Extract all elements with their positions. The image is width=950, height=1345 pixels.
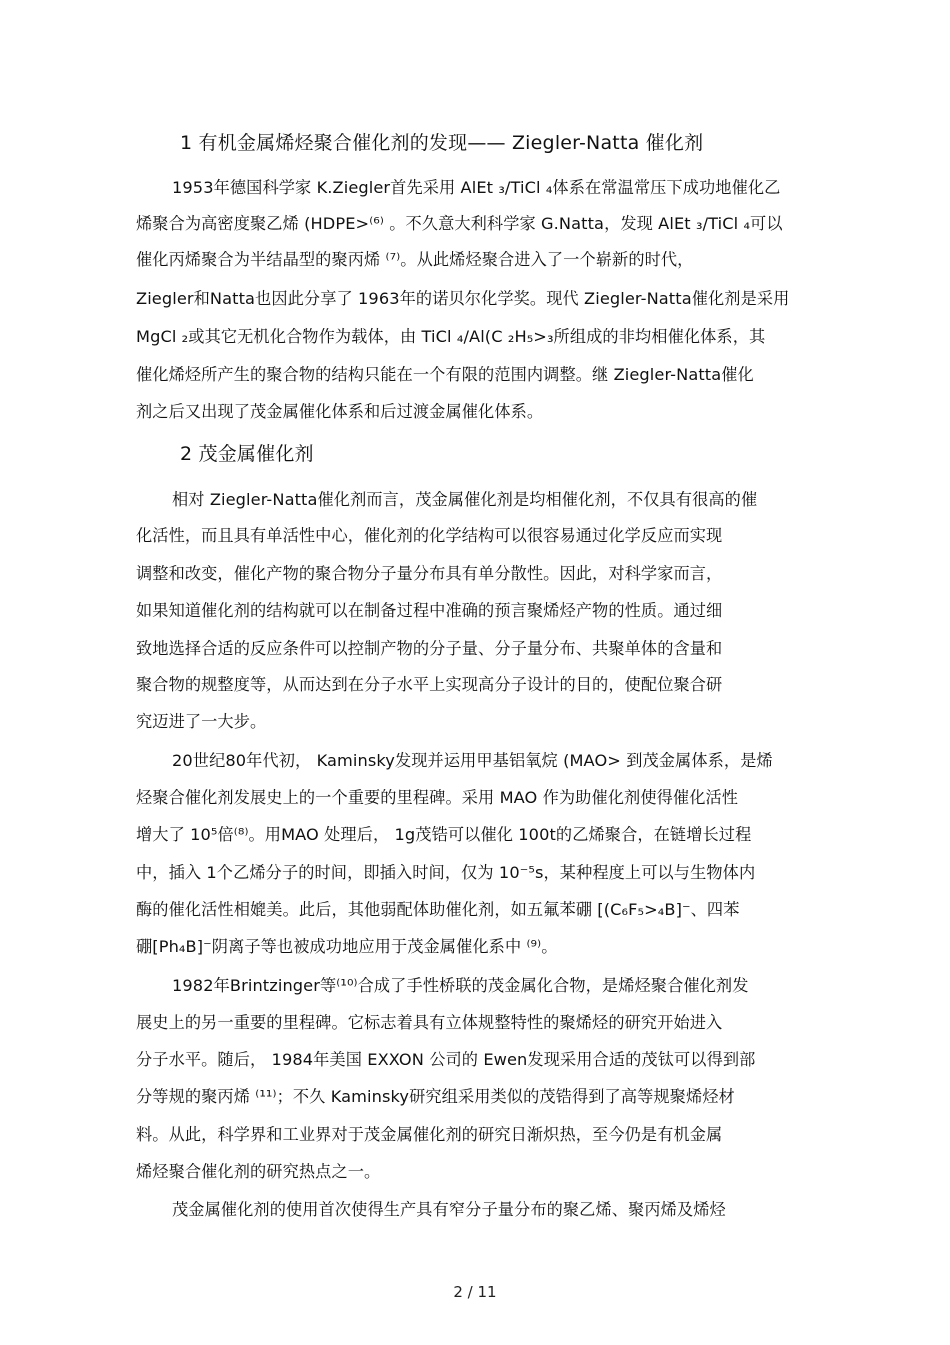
paragraph-line: 催化丙烯聚合为半结晶型的聚丙烯 ⁽⁷⁾。从此烯烃聚合进入了一个崭新的时代，	[136, 250, 694, 269]
paragraph-line: 1982年Brintzinger等⁽¹⁰⁾合成了手性桥联的茂金属化合物，是烯烃聚合催化剂发	[172, 976, 749, 995]
paragraph-line: 烃聚合催化剂发展史上的一个重要的里程碑。采用 MAO 作为助催化剂使得催化活性	[136, 788, 739, 807]
paragraph-line: 致地选择合适的反应条件可以控制产物的分子量、分子量分布、共聚单体的含量和	[136, 639, 723, 658]
section-heading-2: 2 茂金属催化剂	[180, 443, 314, 465]
paragraph-line: 茂金属催化剂的使用首次使得生产具有窄分子量分布的聚乙烯、聚丙烯及烯烃	[172, 1200, 726, 1219]
paragraph-line: 聚合物的规整度等，从而达到在分子水平上实现高分子设计的目的，使配位聚合研	[136, 675, 723, 694]
paragraph-line: 酶的催化活性相媲美。此后，其他弱配体助催化剂，如五氟苯硼 [(C₆F₅>₄B]⁻、四苯	[136, 900, 740, 919]
paragraph-line: 烯聚合为高密度聚乙烯 (HDPE>⁽⁶⁾ 。不久意大利科学家 G.Natta，发现 AlEt ₃/TiCl ₄可以	[136, 214, 783, 233]
paragraph-line: 20世纪80年代初， Kaminsky发现并运用甲基铝氧烷 (MAO> 到茂金属体系，是烯	[172, 751, 773, 770]
paragraph-line: 究迈进了一大步。	[136, 712, 267, 731]
paragraph-line: 料。从此，科学界和工业界对于茂金属催化剂的研究日渐炽热，至今仍是有机金属	[136, 1125, 723, 1144]
paragraph-line: 展史上的另一重要的里程碑。它标志着具有立体规整特性的聚烯烃的研究开始进入	[136, 1013, 723, 1032]
page-number: 2 / 11	[453, 1283, 497, 1301]
paragraph-line: 分等规的聚丙烯 ⁽¹¹⁾；不久 Kaminsky研究组采用类似的茂锆得到了高等规聚烯烃材	[136, 1087, 735, 1106]
paragraph-line: 如果知道催化剂的结构就可以在制备过程中准确的预言聚烯烃产物的性质。通过细	[136, 601, 723, 620]
paragraph-line: 分子水平。随后， 1984年美国 EXXON 公司的 Ewen发现采用合适的茂钛可以得到部	[136, 1050, 756, 1069]
paragraph-line: MgCl ₂或其它无机化合物作为载体，由 TiCl ₄/Al(C ₂H₅>₃所组成的非均相催化体系，其	[136, 327, 766, 346]
paragraph-line: 化活性，而且具有单活性中心，催化剂的化学结构可以很容易通过化学反应而实现	[136, 526, 723, 545]
paragraph-line: 相对 Ziegler-Natta催化剂而言，茂金属催化剂是均相催化剂，不仅具有很高的催	[172, 490, 758, 509]
paragraph-line: 1953年德国科学家 K.Ziegler首先采用 AlEt ₃/TiCl ₄体系在常温常压下成功地催化乙	[172, 178, 781, 197]
paragraph-line: 硼[Ph₄B]⁻阴离子等也被成功地应用于茂金属催化系中 ⁽⁹⁾。	[136, 937, 558, 956]
paragraph-line: 催化烯烃所产生的聚合物的结构只能在一个有限的范围内调整。继 Ziegler-Natta催化	[136, 365, 754, 384]
paragraph-line: 中，插入 1个乙烯分子的时间，即插入时间，仅为 10⁻⁵s，某种程度上可以与生物体内	[136, 863, 756, 882]
paragraph-line: 增大了 10⁵倍⁽⁸⁾。用MAO 处理后， 1g茂锆可以催化 100t的乙烯聚合，在链增长过程	[136, 825, 752, 844]
paragraph-line: Ziegler和Natta也因此分享了 1963年的诺贝尔化学奖。现代 Ziegler-Natta催化剂是采用	[136, 289, 790, 308]
paragraph-line: 烯烃聚合催化剂的研究热点之一。	[136, 1162, 381, 1181]
paragraph-line: 调整和改变，催化产物的聚合物分子量分布具有单分散性。因此，对科学家而言，	[136, 564, 723, 583]
section-heading-1: 1 有机金属烯烃聚合催化剂的发现—— Ziegler-Natta 催化剂	[180, 132, 704, 154]
paragraph-line: 剂之后又出现了茂金属催化体系和后过渡金属催化体系。	[136, 402, 544, 421]
